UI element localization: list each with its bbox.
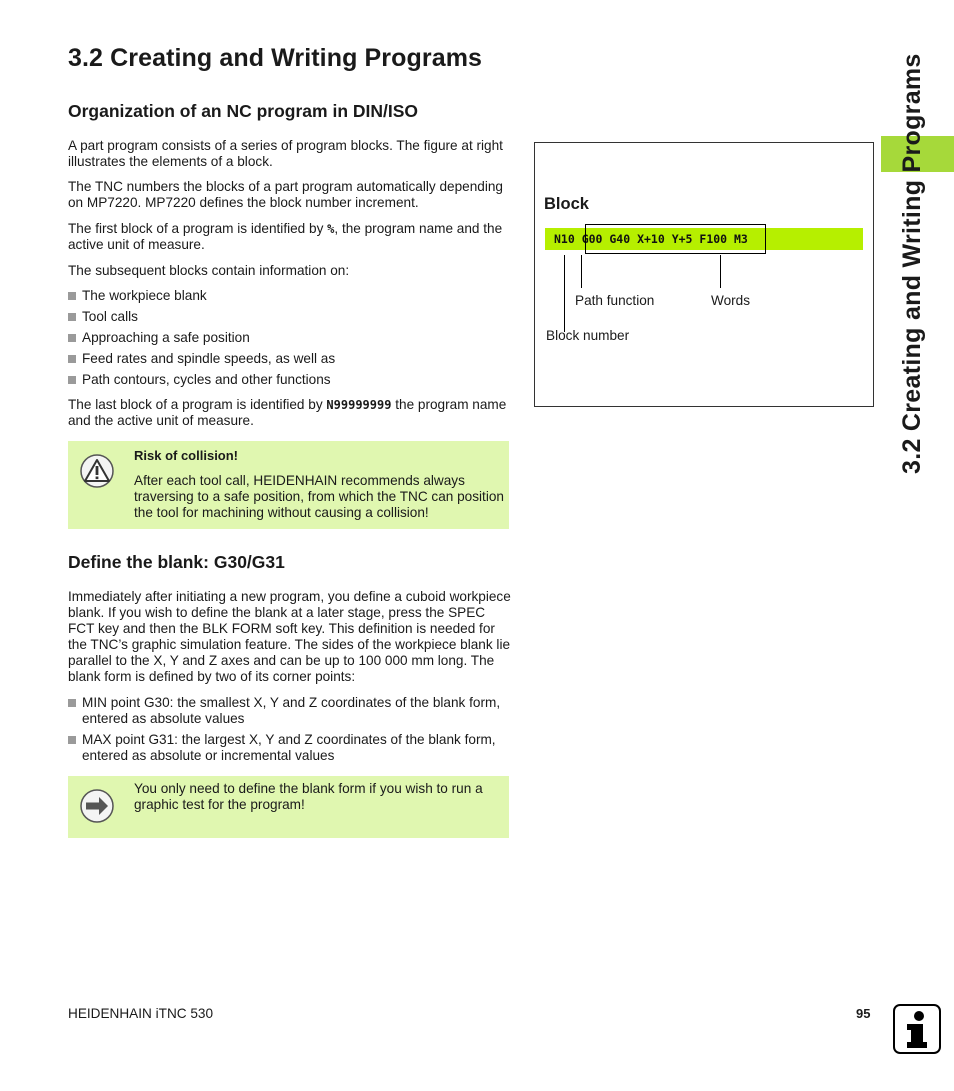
warning-text: After each tool call, HEIDENHAIN recommends always traversing to a safe position, from which the TNC can position the tool for machining without causing a collision! [134,473,504,520]
paragraph: A part program consists of a series of program blocks. The figure at right illustrates the elements of a block. [68,138,503,169]
figure-words-frame [585,224,766,254]
paragraph [68,221,516,253]
bullet-icon [68,376,76,384]
code-inline: N99999999 [326,398,392,412]
paragraph: Immediately after initiating a new program, you define a cuboid workpiece blank. If you wish to define the blank at a later stage, press the SPEC FCT key and then the BLK FORM soft key. This definition is needed for the TNC’s graphic simulation feature. The sides of the workpiece blank lie parallel to the X, Y and Z axes and can be up to 100 000 mm long. The blank form is defined by two of its corner points: [68,589,511,684]
paragraph-text: , the program name and the active unit of measure. [68,221,503,252]
leader-line-block-number-2 [581,255,582,288]
leader-line-block-number-1 [564,255,565,332]
warning-triangle-icon [80,454,114,493]
code-inline: % [327,222,335,236]
figure-label-words: Words [711,293,751,308]
warning-note [68,441,509,529]
sidebar-chapter-title: 3.2 Creating and Writing Programs [898,53,926,474]
paragraph-text: The last block of a program is identified by [68,397,327,412]
bullet-icon [68,736,76,744]
section-title-define-blank: Define the blank: G30/G31 [68,552,285,572]
paragraph-text: the program name and the active unit of measure. [68,397,507,428]
paragraph: The TNC numbers the blocks of a part program automatically depending on MP7220. MP7220 defines the block number increment. [68,179,503,210]
figure-label-path-function: Path function [575,293,655,308]
warning-title: Risk of collision! [134,448,239,463]
section-title-organization: Organization of an NC program in DIN/ISO [68,101,419,121]
bullet-icon [68,313,76,321]
bullet-icon [68,334,76,342]
paragraph: The subsequent blocks contain information on: [68,263,350,278]
arrow-right-icon [80,789,114,828]
bullet-icon [68,699,76,707]
page-title: 3.2 Creating and Writing Programs [68,44,483,72]
footer-manual-name: HEIDENHAIN iTNC 530 [68,1006,214,1021]
leader-line-words [720,255,721,288]
tip-note [68,776,509,838]
figure-code: N10 G00 G40 X+10 Y+5 F100 M3 [554,232,748,246]
page-number: 95 [856,1006,871,1021]
paragraph-text: The first block of a program is identified by [68,221,328,236]
figure-block-label: Block [544,195,589,213]
block-figure [534,142,874,407]
figure-label-block-number: Block number [546,328,630,343]
bullet-icon [68,292,76,300]
paragraph [68,397,516,429]
bullet-icon [68,355,76,363]
tip-text: You only need to define the blank form if you wish to run a graphic test for the program! [134,781,483,812]
info-icon [893,1004,941,1054]
